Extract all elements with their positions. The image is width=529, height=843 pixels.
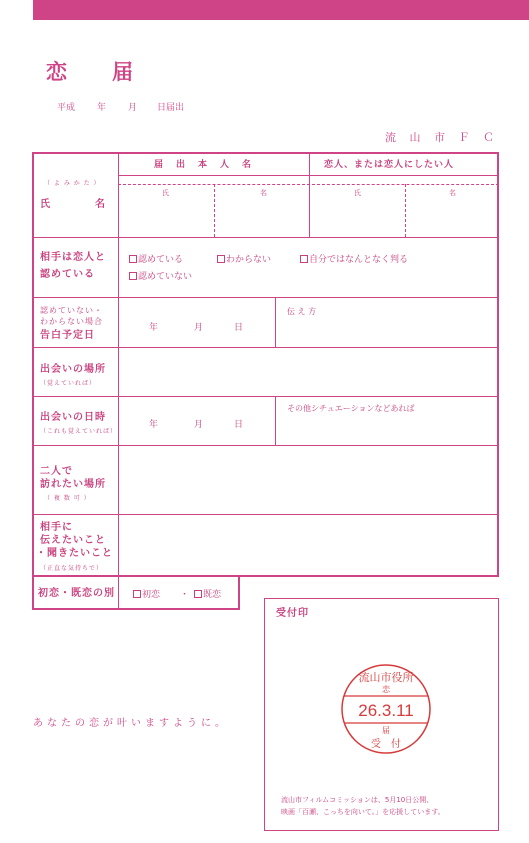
confession-day: 日 xyxy=(234,323,244,333)
partner-sei-label: 氏 xyxy=(354,189,361,197)
yomi-label: （ よ み か た ） xyxy=(44,180,101,187)
receipt-note-1: 流山市フィルムコミッションは、5月10日公開、 xyxy=(281,796,434,804)
first-love-row xyxy=(32,576,240,610)
stamp-mid-bottom: 届 xyxy=(382,726,390,735)
meet-situation-label: その他シチュエーションなどあれば xyxy=(287,404,415,413)
recognize-option-no[interactable]: 認めていない xyxy=(129,269,192,282)
date-day: 日届出 xyxy=(157,103,185,113)
wish-message: あなたの恋が叶いますように。 xyxy=(33,718,229,729)
meet-day: 日 xyxy=(234,420,244,430)
meet-date-sub: （これも覚えていれば） xyxy=(40,428,118,435)
option-separator: ・ xyxy=(180,590,190,600)
col-partner-header: 恋人、または恋人にしたい人 xyxy=(324,160,455,170)
partner-mei-label: 名 xyxy=(449,189,456,197)
top-color-bar xyxy=(33,0,529,20)
checkbox-icon xyxy=(300,255,308,263)
confession-month: 月 xyxy=(194,323,204,333)
meet-date-label: 出会いの日時 xyxy=(40,412,106,423)
recognize-option-unknown[interactable]: わからない xyxy=(217,252,271,265)
date-month: 月 xyxy=(128,103,138,113)
message-label-1: 相手に xyxy=(40,522,73,533)
past-love-option[interactable]: 既恋 xyxy=(194,587,221,600)
stamp-bottom-text: 受 付 xyxy=(371,739,401,750)
meet-place-sub: （覚えていれば） xyxy=(40,380,97,387)
recognize-option-yes[interactable]: 認めている xyxy=(129,252,183,265)
confession-label-2: わからない場合 xyxy=(40,317,103,326)
first-love-option[interactable]: 初恋 xyxy=(133,587,160,600)
checkbox-icon xyxy=(217,255,225,263)
col-self-header: 届 出 本 人 名 xyxy=(154,160,254,170)
registration-form xyxy=(32,152,499,577)
checkbox-icon xyxy=(129,272,137,280)
first-love-label: 初恋・既恋の別 xyxy=(38,588,115,599)
receipt-title: 受付印 xyxy=(276,608,309,619)
issuer-name: 流 山 市 Ｆ Ｃ xyxy=(385,131,499,144)
checkbox-icon xyxy=(194,590,202,598)
confession-method-label: 伝 え 方 xyxy=(287,307,317,316)
visit-label-1: 二人で xyxy=(40,466,73,477)
recognize-label-2: 認めている xyxy=(40,269,95,280)
reception-stamp xyxy=(340,663,432,755)
confession-label-1: 認めていない・ xyxy=(40,306,103,315)
recognize-option-sense[interactable]: 自分ではなんとなく判る xyxy=(300,252,408,265)
message-label-2: 伝えたいこと xyxy=(40,535,106,546)
meet-month: 月 xyxy=(194,420,204,430)
confession-year: 年 xyxy=(149,323,159,333)
message-sub: （正直な気持ちで） xyxy=(40,565,103,572)
date-era: 平成 xyxy=(57,103,76,113)
checkbox-icon xyxy=(129,255,137,263)
recognize-label-1: 相手は恋人と xyxy=(40,252,106,263)
date-year: 年 xyxy=(97,103,107,113)
stamp-top-text: 流山市役所 xyxy=(358,671,414,684)
stamp-date: 26.3.11 xyxy=(358,701,414,720)
meet-year: 年 xyxy=(149,420,159,430)
stamp-mid-top: 恋 xyxy=(382,685,390,694)
receipt-note-2: 映画「百瀬、こっちを向いて。」を応援しています。 xyxy=(281,808,445,816)
self-sei-label: 氏 xyxy=(162,189,169,197)
message-label-3: ・聞きたいこと xyxy=(36,548,113,559)
visit-label-2: 訪れたい場所 xyxy=(40,479,106,490)
checkbox-icon xyxy=(133,590,141,598)
confession-label-3: 告白予定日 xyxy=(40,330,95,341)
meet-place-label: 出会いの場所 xyxy=(40,364,106,375)
self-mei-label: 名 xyxy=(260,189,267,197)
name-label: 氏 名 xyxy=(40,199,106,210)
form-title: 恋 届 xyxy=(46,60,145,84)
visit-sub: （ 複 数 可 ） xyxy=(44,495,91,502)
